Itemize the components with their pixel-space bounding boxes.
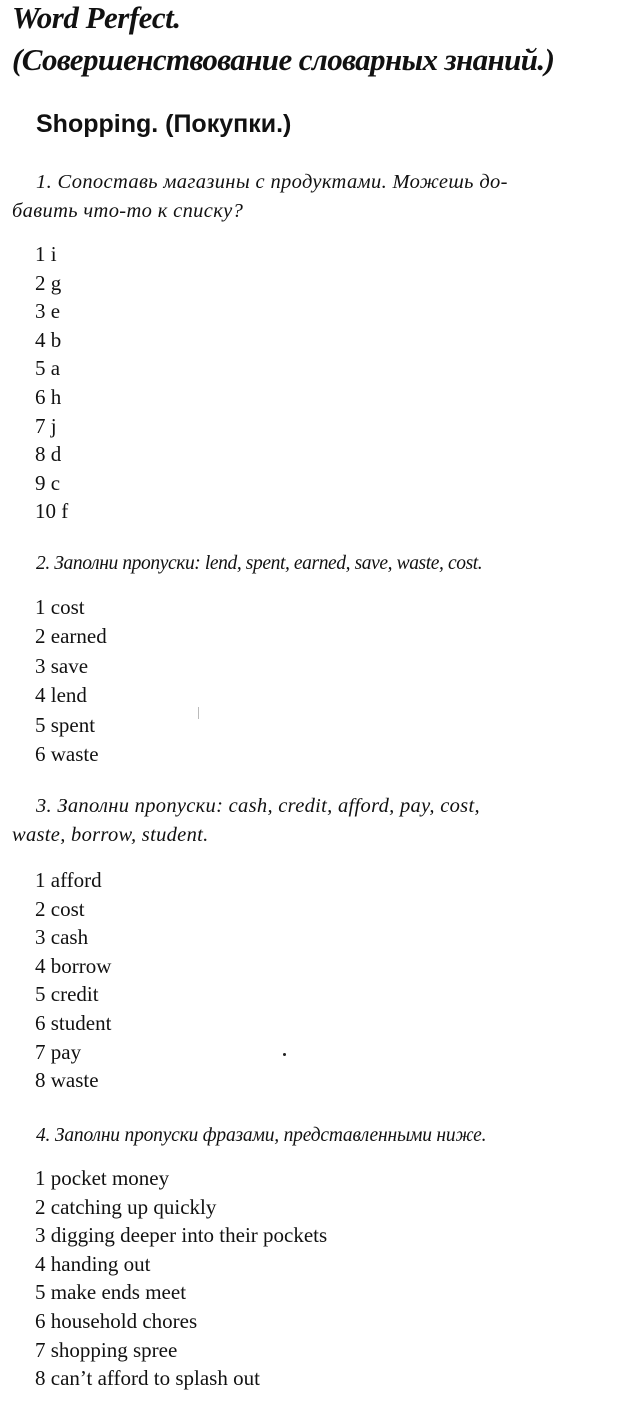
list-item: 3 e — [35, 299, 61, 324]
list-item: 8 waste — [35, 1068, 99, 1093]
scan-speck — [283, 1053, 286, 1056]
list-item: 6 h — [35, 384, 62, 409]
list-item: 1 cost — [35, 595, 85, 619]
page-title: Word Perfect. — [12, 0, 181, 35]
exercise-2-instruction-line: 2. Заполни пропуски: lend, spent, earned, save, waste, cost. — [36, 553, 483, 574]
exercise-1-instruction-line: 1. Сопоставь магазины с продуктами. Можешь до- — [36, 171, 508, 193]
list-item: 4 lend — [35, 683, 87, 708]
list-item: 7 pay — [35, 1039, 82, 1064]
list-item: 7 shopping spree — [35, 1337, 178, 1362]
list-item: 3 save — [35, 653, 89, 678]
list-item: 2 catching up quickly — [35, 1194, 217, 1219]
list-item: 10 f — [35, 499, 69, 524]
exercise-4-instruction-line: 4. Заполни пропуски фразами, представленными ниже. — [36, 1125, 487, 1146]
exercise-2-instruction — [36, 549, 482, 578]
list-item: 6 waste — [35, 742, 99, 767]
list-item: 8 can’t afford to splash out — [35, 1366, 260, 1391]
list-item: 5 a — [35, 356, 61, 381]
list-item: 1 i — [35, 242, 57, 266]
list-item: 8 d — [35, 442, 62, 467]
exercise-1-instruction — [12, 168, 508, 226]
list-item: 2 cost — [35, 896, 85, 921]
scan-mark — [198, 707, 199, 719]
list-item: 7 j — [35, 413, 57, 438]
list-item: 4 b — [35, 327, 62, 352]
list-item: 6 household chores — [35, 1308, 198, 1333]
list-item: 2 earned — [35, 624, 107, 649]
list-item: 4 borrow — [35, 953, 112, 978]
list-item: 1 afford — [35, 868, 102, 892]
exercise-2-answer-list — [35, 593, 107, 769]
list-item: 3 cash — [35, 925, 89, 950]
list-item: 3 digging deeper into their pockets — [35, 1223, 328, 1248]
list-item: 1 pocket money — [35, 1166, 170, 1190]
list-item: 5 make ends meet — [35, 1280, 187, 1305]
list-item: 4 handing out — [35, 1251, 151, 1276]
section-heading: Shopping. (Покупки.) — [36, 110, 292, 138]
list-item: 5 spent — [35, 712, 96, 737]
exercise-3-instruction-line: 3. Заполни пропуски: cash, credit, afford, pay, cost, — [36, 795, 480, 817]
list-item: 6 student — [35, 1010, 112, 1035]
list-item: 9 c — [35, 470, 61, 495]
exercise-4-instruction — [36, 1121, 486, 1150]
page-subtitle: (Совершенствование словарных знаний.) — [12, 42, 555, 77]
exercise-1-answer-list — [35, 240, 68, 526]
list-item: 5 credit — [35, 982, 99, 1007]
list-item: 2 g — [35, 270, 62, 295]
exercise-3-answer-list — [35, 866, 111, 1095]
exercise-3-instruction — [12, 792, 480, 850]
exercise-4-answer-list — [35, 1164, 327, 1393]
exercise-1-instruction-line: бавить что-то к списку? — [12, 200, 244, 222]
exercise-3-instruction-line: waste, borrow, student. — [12, 824, 209, 846]
